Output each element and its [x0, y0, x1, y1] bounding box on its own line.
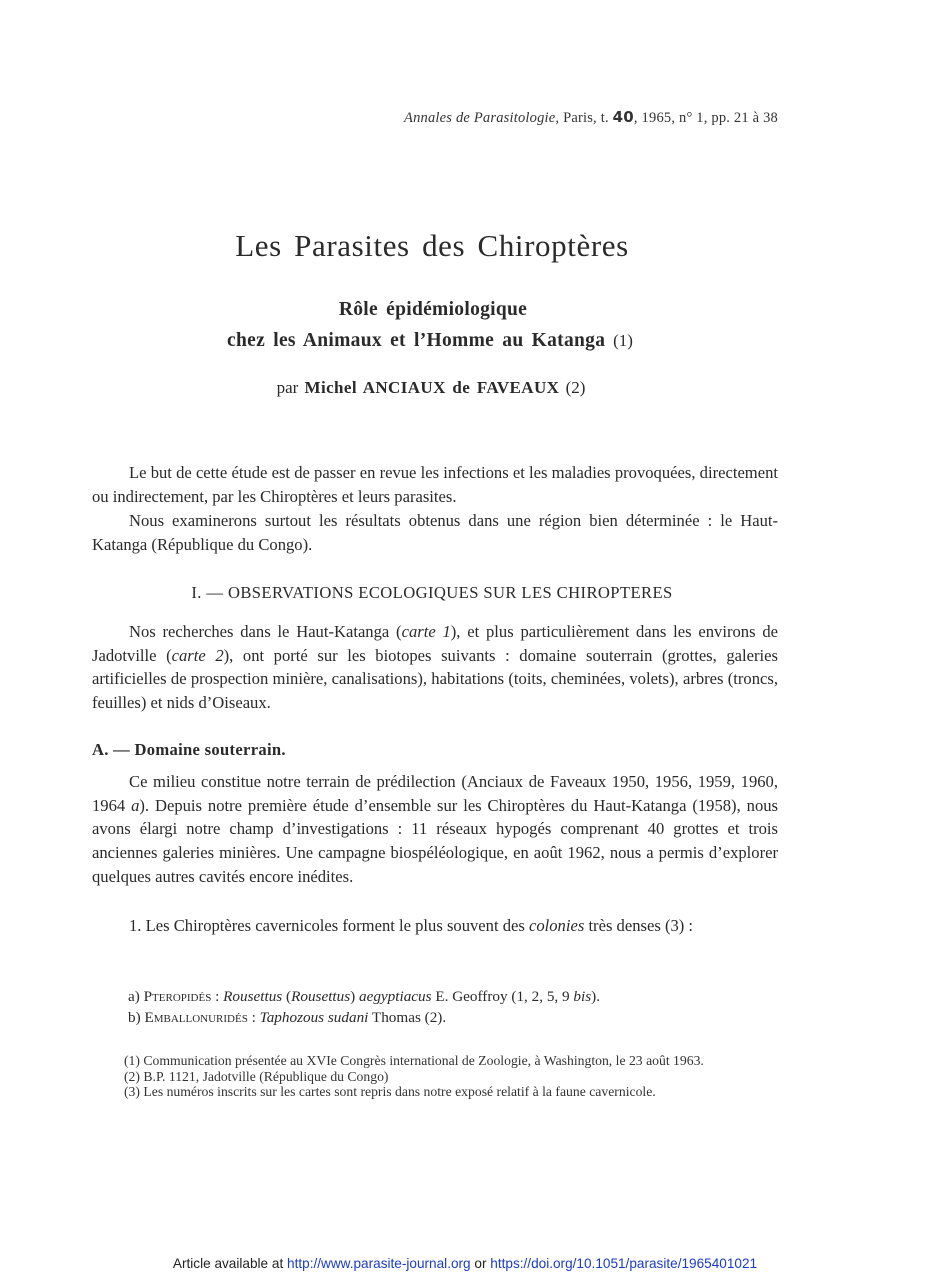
journal-name: Annales de Parasitologie,	[404, 110, 560, 126]
s1-text-a: Nos recherches dans le Haut-Katanga (	[129, 622, 402, 641]
doi-link[interactable]: https://doi.org/10.1051/parasite/1965401021	[490, 1256, 758, 1271]
footnote-1	[92, 1053, 780, 1069]
footnote-2	[92, 1069, 780, 1085]
genus-name: Rousettus	[223, 988, 283, 1005]
bis-marker: bis	[573, 988, 592, 1005]
subtitle-line-2	[0, 330, 860, 352]
section-heading-1: I. — OBSERVATIONS ECOLOGIQUES SUR LES CHIROPTERES	[191, 583, 673, 602]
intro-paragraph-2: Nous examinerons surtout les résultats obtenus dans une région bien déterminée : le Haut-Katanga (République du Congo).	[92, 511, 778, 554]
family-name: Pteropidés :	[143, 988, 220, 1005]
s1-text-c: ), ont porté sur les biotopes suivants : domaine souterrain (grottes, galeries artificielles de prospection minière, canalisations), habitations (toits, cheminées, volets), arbres (troncs, feuilles) et nids d’Oiseaux.	[92, 645, 778, 713]
intro-paragraph-1: Le but de cette étude est de passer en revue les infections et les maladies provoquées, directement ou indirectement, par les Chiroptères et leurs parasites.	[92, 463, 778, 506]
s1-text-b: ), et plus particulièrement dans les environs de Jadotville (	[92, 622, 778, 665]
footnote-number: (1)	[124, 1053, 140, 1068]
footnotes	[92, 1053, 780, 1100]
footnote-text: B.P. 1121, Jadotville (République du Congo)	[143, 1068, 389, 1084]
footnote-text: Les numéros inscrits sur les cartes sont repris dans notre exposé relatif à la faune cavernicole.	[143, 1084, 656, 1099]
journal-link[interactable]: http://www.parasite-journal.org	[287, 1256, 471, 1271]
journal-issue-pages: , 1965, n° 1, pp. 21 à 38	[633, 110, 778, 126]
subgenus-name: Rousettus	[291, 988, 351, 1005]
species-epithet: aegyptiacus	[359, 988, 432, 1005]
footnote-3	[92, 1084, 780, 1100]
binomial-name: Taphozous sudani	[259, 1009, 369, 1026]
availability-footer	[0, 1256, 930, 1271]
map-reference-2: carte 2	[171, 645, 224, 665]
subsection-a-paragraph-2	[92, 914, 778, 938]
subtitle-line-1: Rôle épidémiologique	[338, 299, 528, 320]
footnote-text: Communication présentée au XVIe Congrès international de Zoologie, à Washington, le 23 août 1963.	[143, 1053, 704, 1068]
paren-close: )	[350, 988, 359, 1005]
species-author: Thomas (2).	[368, 1009, 447, 1026]
footnote-number: (3)	[124, 1084, 140, 1099]
subsection-heading-a: A. — Domaine souterrain.	[92, 740, 286, 759]
species-author: E. Geoffroy (1, 2, 5, 9	[431, 988, 574, 1005]
sa-text-a: Ce milieu constitue notre terrain de prédilection (Anciaux de Faveaux 1950, 1956, 1959, 1960, 1964	[92, 772, 778, 815]
section-1-paragraph	[92, 620, 778, 715]
species-list	[128, 986, 778, 1028]
species-end: ).	[591, 988, 601, 1005]
footnote-ref-2: (2)	[565, 378, 586, 397]
map-reference-1: carte 1	[401, 622, 451, 641]
subtitle-line-2-text: chez les Animaux et l’Homme au Katanga	[227, 330, 606, 351]
paren-open: (	[282, 988, 292, 1005]
sa-citation-letter: a	[131, 795, 140, 815]
family-name: Emballonuridés :	[144, 1009, 256, 1026]
species-item	[128, 986, 778, 1007]
item-letter: a)	[128, 988, 140, 1005]
sa-text-b: ). Depuis notre première étude d’ensemble sur les Chiroptères du Haut-Katanga (1958), nous avons élargi notre champ d’investigations : 11 réseaux hypogés comprenant 40 grottes et trois anciennes galeries minières. Une campagne biospéléologique, en août 1962, nous a permis d’explorer quelques autres cavités encore inédites.	[92, 795, 778, 886]
journal-place: Paris, t.	[563, 110, 609, 126]
sa2-italic-term: colonies	[528, 916, 585, 935]
author-line	[0, 378, 862, 398]
subsection-a-paragraph-1	[92, 770, 778, 889]
journal-header	[0, 108, 778, 127]
sa2-text-a: 1. Les Chiroptères cavernicoles forment le plus souvent des	[129, 916, 529, 935]
article-title: Les Parasites des Chiroptères	[235, 228, 629, 263]
footnote-ref-1: (1)	[613, 331, 633, 350]
species-item	[128, 1007, 778, 1028]
item-letter: b)	[128, 1009, 141, 1026]
journal-volume: 40	[612, 108, 634, 126]
footer-prefix: Article available at	[172, 1256, 284, 1271]
author-prefix: par	[276, 378, 299, 397]
footnote-number: (2)	[124, 1068, 140, 1084]
sa2-text-b: très denses (3) :	[584, 916, 694, 935]
author-name: Michel ANCIAUX de FAVEAUX	[304, 378, 560, 397]
footer-or: or	[474, 1256, 487, 1271]
